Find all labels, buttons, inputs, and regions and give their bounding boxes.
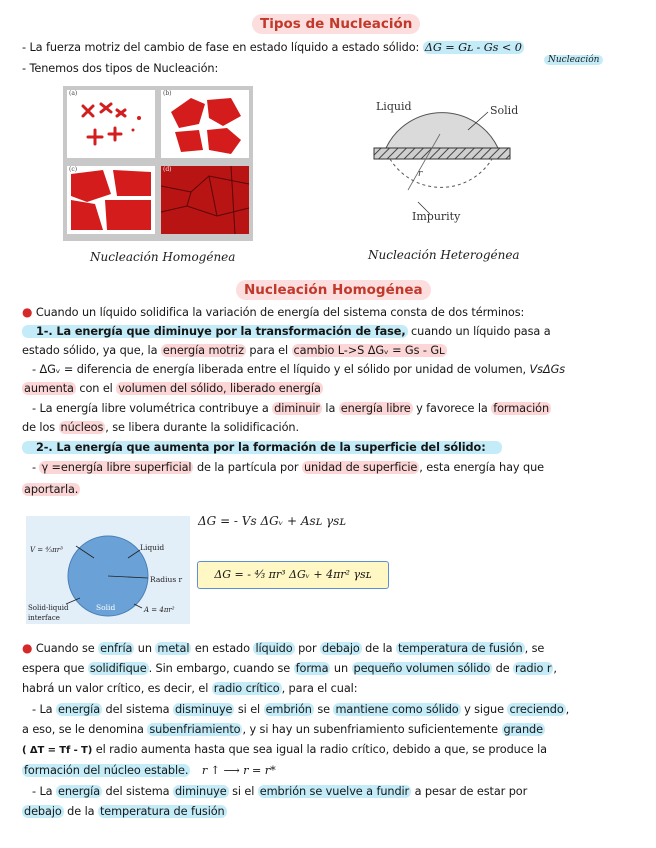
cross-nuclei-graphic xyxy=(67,90,155,158)
s3-line5: a eso, se le denomina subenfriamiento , y si hay un subenfriamiento suficientemente grande xyxy=(22,723,543,736)
two-types-line: - Tenemos dos tipos de Nucleación: xyxy=(22,62,219,75)
item2-line2: - γ =energía libre superficial de la partícula por unidad de superficie , esta energía hay que xyxy=(32,461,544,474)
boxed-energy-equation: ΔG = - ⁴⁄₃ πr³ ΔGᵥ + 4πr² γsʟ xyxy=(197,561,389,589)
growing-grains-graphic xyxy=(161,90,249,158)
label-solid: Solid xyxy=(490,104,519,117)
grain-boundaries-graphic xyxy=(161,166,249,234)
heterogeneous-caption: Nucleación Heterogénea xyxy=(368,248,520,262)
s3-line9: debajo de la temperatura de fusión xyxy=(24,805,225,818)
panel-b: (b) xyxy=(161,90,249,158)
s3-line4: - La energía del sistema disminuye si el embrión se mantiene como sólido y sigue creciendo , xyxy=(32,703,570,716)
label-sphere-liquid: Liquid xyxy=(140,543,165,552)
item2-line1: 2-. La energía que aumenta por la formación de la superficie del sólido: xyxy=(22,440,502,455)
homogeneous-figure xyxy=(63,86,253,241)
item2-line3: aportarla. xyxy=(24,483,79,496)
label-sphere-solid: Solid xyxy=(96,603,116,612)
label-interface-2: interface xyxy=(28,614,60,622)
section-title-tipos: Tipos de Nucleación xyxy=(252,14,420,34)
driving-force-formula: ΔG = Gʟ - Gs < 0 xyxy=(424,41,522,54)
s3-line7: formación del núcleo estable. r ↑ ⟶ r = r* xyxy=(24,764,276,777)
item1-line5: - La energía libre volumétrica contribuye a diminuir la energía libre y favorece la formación xyxy=(32,402,550,415)
item1-line4: aumenta con el volumen del sólido, liberado energía xyxy=(24,382,321,395)
label-area: A = 4πr² xyxy=(144,606,175,614)
label-interface-1: Solid-liquid xyxy=(28,604,69,612)
label-r: r xyxy=(418,169,423,179)
heterogeneous-figure xyxy=(360,92,530,242)
item1-line1: 1-. La energía que diminuye por la transformación de fase, cuando un líquido pasa a xyxy=(22,324,551,339)
section-title-homogenea: Nucleación Homogénea xyxy=(236,280,431,300)
label-liquid: Liquid xyxy=(376,100,412,113)
label-impurity: Impurity xyxy=(412,210,461,223)
panel-d: (d) xyxy=(161,166,249,234)
s3-line6: ( ΔT = Tf - T) el radio aumenta hasta que sea igual la radio crítico, debido a que, se produce la xyxy=(22,743,548,756)
label-volume: V = ⁴⁄₃πr³ xyxy=(30,546,63,554)
sphere-figure xyxy=(26,516,190,624)
s3-line1: ● Cuando se enfría un metal en estado líquido por debajo de la temperatura de fusión , se xyxy=(22,641,545,655)
item1-line3: - ΔGᵥ = diferencia de energía liberada entre el líquido y el sólido por unidad de volumen, VsΔGs xyxy=(32,363,566,376)
label-radius: Radius r xyxy=(150,575,183,584)
formula-note: Nucleación xyxy=(544,55,603,65)
p1-line: ● Cuando un líquido solidifica la variación de energía del sistema consta de dos términos: xyxy=(22,305,525,319)
s3-line2: espera que solidifique . Sin embargo, cuando se forma un pequeño volumen sólido de radio r , xyxy=(22,662,557,675)
bullet-icon: ● xyxy=(22,641,33,655)
homogeneous-caption: Nucleación Homogénea xyxy=(90,250,236,264)
critical-radius-note: r ↑ ⟶ r = r* xyxy=(201,764,276,777)
driving-force-line: - La fuerza motriz del cambio de fase en estado líquido a estado sólido: ΔG = Gʟ - Gs < 0 xyxy=(22,41,522,54)
energy-equation: ΔG = - Vs ΔGᵥ + Asʟ γsʟ xyxy=(198,514,346,528)
bullet-icon: ● xyxy=(22,305,33,319)
s3-line8: - La energía del sistema diminuye si el embrión se vuelve a fundir a pesar de estar por xyxy=(32,785,528,798)
solid-sphere-graphic xyxy=(26,516,190,624)
item1-line2: estado sólido, ya que, la energía motriz para el cambio L->S ΔGᵥ = Gs - Gʟ xyxy=(22,344,445,357)
panel-c: (c) xyxy=(67,166,155,234)
impinging-grains-graphic xyxy=(67,166,155,234)
s3-line3: habrá un valor crítico, es decir, el radio crítico , para el cual: xyxy=(22,682,358,695)
item1-line6: de los núcleos , se libera durante la solidificación. xyxy=(22,421,299,434)
panel-a: (a) xyxy=(67,90,155,158)
